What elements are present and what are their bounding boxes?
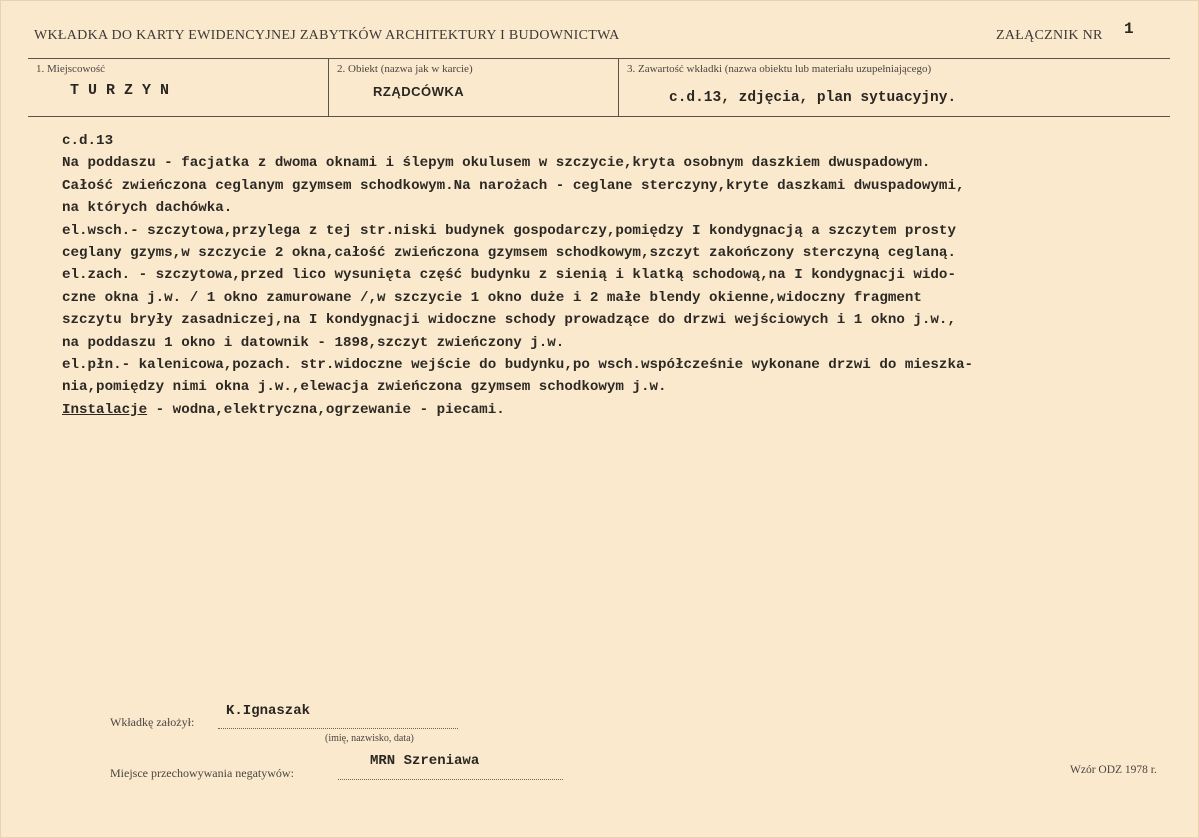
installations-label: Instalacje [62,401,148,418]
installations-line [62,399,1172,421]
founded-by-value: K.Ignaszak [226,703,311,719]
founded-by-label: Wkładkę założył: [110,715,195,729]
description-line: el.zach. - szczytowa,przed lico wysunięta część budynku z sienią i klatką schodową,na I kondygnacji wido- [62,267,956,284]
description-line: ceglany gzyms,w szczycie 2 okna,całość zwieńczona gzymsem schodkowym,szczyt zakończony sterczyną ceglaną. [62,244,956,261]
field-object-value: RZĄDCÓWKA [373,84,465,99]
description-text [62,130,1172,421]
field-object-label: 2. Obiekt (nazwa jak w karcie) [337,63,473,75]
description-line: Całość zwieńczona ceglanym gzymsem schodkowym.Na narożach - ceglane sterczyny,kryte daszkami dwuspadowymi, [62,177,965,194]
field-object [328,58,619,116]
field-locality [28,58,328,116]
fields-bottom-rule [28,116,1170,117]
description-line: czne okna j.w. / 1 okno zamurowane /,w szczycie 1 okno duże i 2 małe blendy okienne,widoczny fragment [62,289,922,306]
form-code: Wzór ODZ 1978 r. [1070,764,1157,776]
field-contents-label: 3. Zawartość wkładki (nazwa obiektu lub materiału uzupełniającego) [627,63,932,75]
field-contents [618,58,1171,116]
description-line: el.wsch.- szczytowa,przylega z tej str.niski budynek gospodarczy,pomiędzy I kondygnacją a szczytem prosty [62,222,956,239]
founded-by-line [218,728,458,729]
description-line: na poddaszu 1 okno i datownik - 1898,szczyt zwieńczony j.w. [62,334,565,351]
description-line: na których dachówka. [62,200,233,217]
description-line: nia,pomiędzy nimi okna j.w.,elewacja zwieńczona gzymsem schodkowym j.w. [62,379,667,396]
field-contents-value: c.d.13, zdjęcia, plan sytuacyjny. [669,90,957,106]
description-line: szczytu bryły zasadniczej,na I kondygnacji widoczne schody prowadzące do drzwi wejściowych i 1 okno j.w., [62,312,956,329]
negatives-value: MRN Szreniawa [370,753,480,769]
attachment-label: ZAŁĄCZNIK NR [996,28,1103,43]
description-line: el.płn.- kalenicowa,pozach. str.widoczne wejście do budynku,po wsch.współcześnie wykonane drzwi do mieszka- [62,356,973,373]
description-line: Na poddaszu - facjatka z dwoma oknami i ślepym okulusem w szczycie,kryta osobnym daszkiem dwuspadowym. [62,155,931,172]
field-locality-value: TURZYN [70,82,179,99]
installations-text: - wodna,elektryczna,ogrzewanie - piecami. [147,401,505,418]
description-line: c.d.13 [62,133,114,149]
field-locality-label: 1. Miejscowość [36,63,106,75]
negatives-line [338,779,563,780]
negatives-label: Miejsce przechowywania negatywów: [110,766,294,780]
founded-by-hint: (imię, nazwisko, data) [325,733,414,744]
attachment-number: 1 [1124,20,1134,38]
card-title: WKŁADKA DO KARTY EWIDENCYJNEJ ZABYTKÓW ARCHITEKTURY I BUDOWNICTWA [34,28,620,43]
